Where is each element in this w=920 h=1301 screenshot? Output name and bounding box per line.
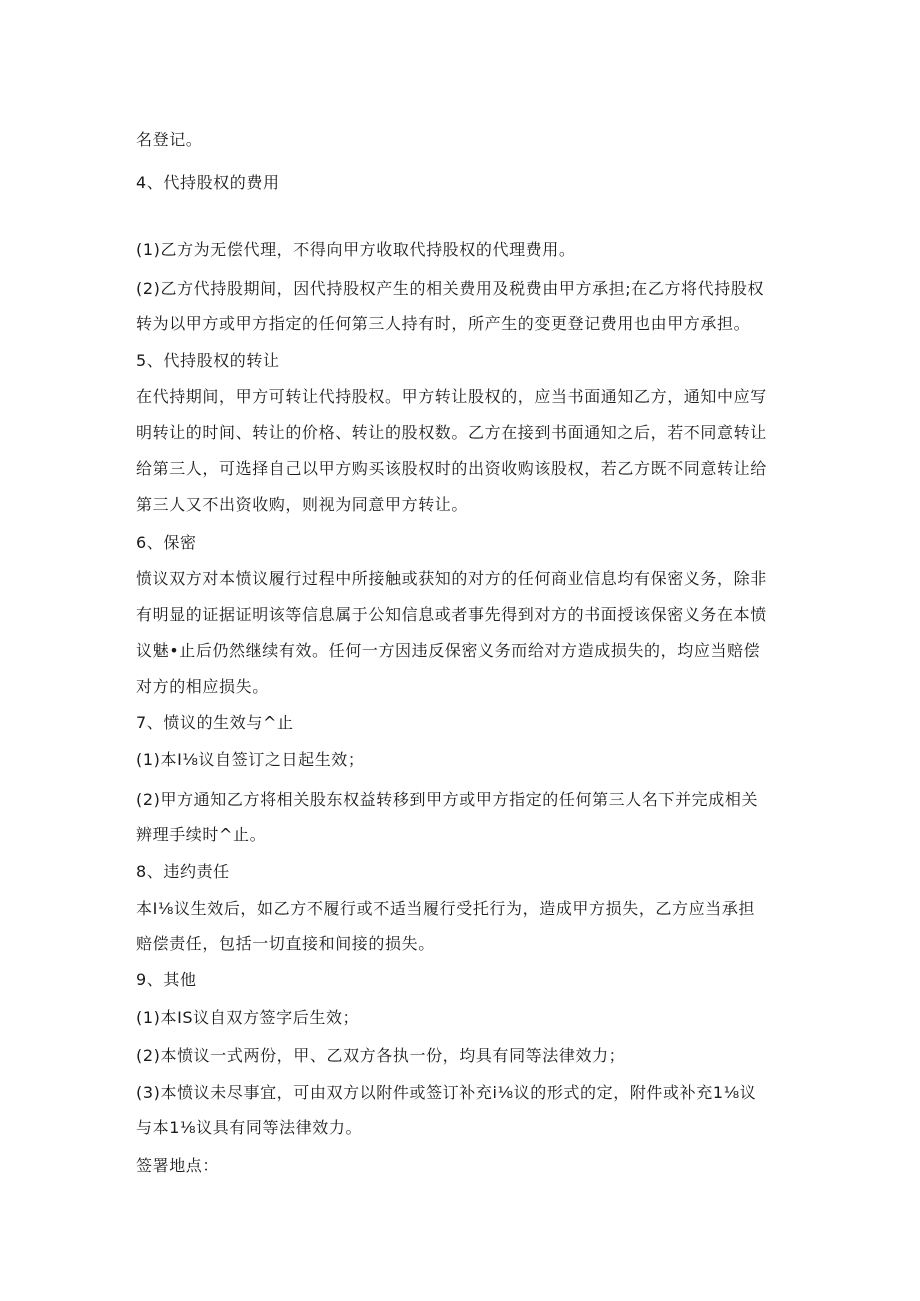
text-line: (3)本愤议未尽事宜，可由双方以附件或签订补充i⅛议的形式的定，附件或补充1⅛议	[136, 1083, 757, 1102]
text-line: 愤议双方对本愤议履行过程中所接触或获知的对方的任何商业信息均有保密义务，除非	[136, 569, 767, 588]
text-line: 本I⅛议生效后，如乙方不履行或不适当履行受托行为，造成甲方损失，乙方应当承担	[136, 899, 756, 918]
text-line: 辨理手续时^止。	[136, 825, 267, 844]
section-heading: 5、代持股权的转让	[136, 351, 280, 370]
text-line: 议魅•止后仍然继续有效。任何一方因违反保密义务而给对方造成损失的，均应当赔偿	[136, 641, 761, 660]
text-line: 签署地点：	[136, 1156, 220, 1175]
text-line: (2)甲方通知乙方将相关股东权益转移到甲方或甲方指定的任何第三人名下并完成相关	[136, 790, 759, 809]
text-line: 明转让的时间、转让的价格、转让的股权数。乙方在接到书面通知之后，若不同意转让	[136, 423, 767, 442]
text-line: 转为以甲方或甲方指定的任何第三人持有时，所产生的变更登记费用也由甲方承担。	[136, 314, 751, 333]
text-line: 与本1⅛议具有同等法律效力。	[136, 1118, 363, 1137]
text-line: 名登记。	[136, 130, 203, 149]
section-heading: 4、代持股权的费用	[136, 173, 280, 192]
text-line: (2)乙方代持股期间，因代持股权产生的相关费用及税费由甲方承担;在乙方将代持股权	[136, 279, 765, 298]
text-line: 第三人又不出资收购，则视为同意甲方转让。	[136, 495, 469, 514]
text-line: 对方的相应损失。	[136, 677, 269, 696]
section-heading: 6、保密	[136, 533, 197, 552]
text-line: 赔偿责任，包括一切直接和间接的损失。	[136, 934, 435, 953]
text-line: (1)本I⅛议自签订之日起生效；	[136, 750, 365, 769]
section-heading: 7、愤议的生效与^止	[136, 713, 294, 732]
section-heading: 9、其他	[136, 970, 197, 989]
text-line: (1)本IS议自双方签字后生效；	[136, 1008, 360, 1027]
text-line: 给第三人，可选择自己以甲方购买该股权时的出资收购该股权，若乙方既不同意转让给	[136, 459, 767, 478]
text-line: 在代持期间，甲方可转让代持股权。甲方转让股权的，应当书面通知乙方，通知中应写	[136, 387, 767, 406]
text-line: 有明显的证据证明该等信息属于公知信息或者事先得到对方的书面授该保密义务在本愤	[136, 605, 767, 624]
text-line: (2)本愤议一式两份，甲、乙双方各执一份，均具有同等法律效力；	[136, 1046, 626, 1065]
text-line: (1)乙方为无偿代理，不得向甲方收取代持股权的代理费用。	[136, 240, 576, 259]
section-heading: 8、违约责任	[136, 862, 230, 881]
